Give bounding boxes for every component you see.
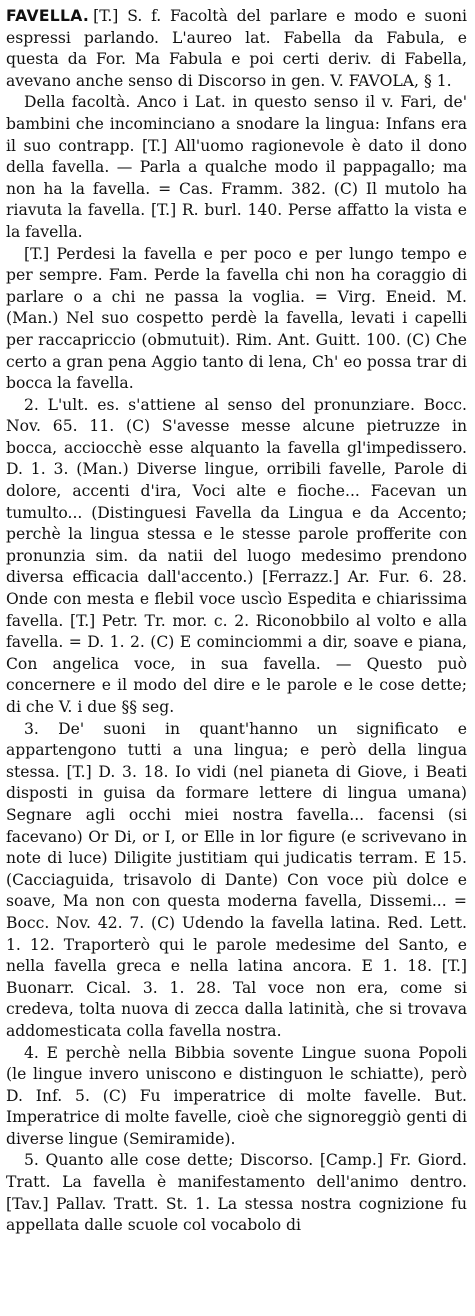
sense-2-paragraph: 2. L'ult. es. s'attiene al senso del pronunziare. Bocc. Nov. 65. 11. (C) S'avesse messe alcune pietruzze in bocca, acciocchè esse alquanto la favella gl'impedissero. D. 1. 3. (Man.) Diverse lingue, orribili favelle, Parole di dolore, accenti d'ira, Voci alte e fioche... Facevan un tumulto... (Distinguesi Favella da Lingua e da Accento; perchè la lingua stessa e le stesse parole profferite con pronunzia sim. da natii del luogo medesimo prendono diversa efficacia dall'accento.) [Ferrazz.] Ar. Fur. 6. 28. Onde con mesta e flebil voce uscìo Espedita e chiarissima favella. [T.] Petr. Tr. mor. c. 2. Riconobbilo al volto e alla favella. = D. 1. 2. (C) E cominciommi a dir, soave e piana, Con angelica voce, in sua favella. — Questo può concernere e il modo del dire e le parole e le cose dette; di che V. i due §§ seg.: [6, 395, 467, 716]
entry-definition: [T.] S. f. Facoltà del parlare e modo e suoni espressi parlando. L'aureo lat. Fabella da Fabula, e questa da For. Ma Fabula e poi certi deriv. di Fabella, avevano anche senso di Discorso in gen. V. FAVOLA, § 1.: [6, 7, 467, 90]
entry-paragraph-3: [T.] Perdesi la favella e per poco e per lungo tempo e per sempre. Fam. Perde la favella chi non ha coraggio di parlare o a chi ne passa la voglia. = Virg. Eneid. M. (Man.) Nel suo cospetto perdè la favella, levati i capelli per raccapriccio (obmutuit). Rim. Ant. Guitt. 100. (C) Che certo a gran pena Aggio tanto di lena, Ch' eo possa trar di bocca la favella.: [6, 244, 467, 393]
sense-3-paragraph: 3. De' suoni in quant'hanno un significato e appartengono tutti a una lingua; e però della lingua stessa. [T.] D. 3. 18. Io vidi (nel pianeta di Giove, i Beati disposti in guisa da formare lettere di lingua umana) Segnare agli occhi miei nostra favella... facensi (si facevano) Or Di, or I, or Elle in lor figure (e scrivevano in note di luce) Diligite justitiam qui judicatis terram. E 15. (Cacciaguida, trisavolo di Dante) Con voce più dolce e soave, Ma non con questa moderna favella, Dissemi... = Bocc. Nov. 42. 7. (C) Udendo la favella latina. Red. Lett. 1. 12. Traporterò qui le parole medesime del Santo, e nella favella greca e nella latina ancora. E 1. 18. [T.] Buonarr. Cical. 3. 1. 28. Tal voce non era, come si credeva, tolta nuova di zecca dalla latinità, che si trovava addomesticata colla favella nostra.: [6, 719, 467, 1040]
sense-5-paragraph: 5. Quanto alle cose dette; Discorso. [Camp.] Fr. Giord. Tratt. La favella è manifestamento dell'animo dentro. [Tav.] Pallav. Tratt. St. 1. La stessa nostra cognizione fu appellata dalle scuole col vocabolo di: [6, 1151, 467, 1235]
entry-headword: FAVELLA.: [6, 7, 90, 25]
sense-4-paragraph: 4. E perchè nella Bibbia sovente Lingue suona Popoli (le lingue invero uniscono e distinguon le schiatte), però D. Inf. 5. (C) Fu imperatrice di molte favelle. But. Imperatrice di molte favelle, cioè che signoreggiò genti di diverse lingue (Semiramide).: [6, 1043, 467, 1148]
entry-paragraph-1: [6, 6, 467, 92]
entry-paragraph-2: Della facoltà. Anco i Lat. in questo senso il v. Fari, de' bambini che incominciano a snodare la lingua: Infans era il suo contrapp. [T.] All'uomo ragionevole è dato il dono della favella. — Parla a qualche modo il pappagallo; ma non ha la favella. = Cas. Framm. 382. (C) Il mutolo ha riavuta la favella. [T.] R. burl. 140. Perse affatto la vista e la favella.: [6, 93, 467, 241]
